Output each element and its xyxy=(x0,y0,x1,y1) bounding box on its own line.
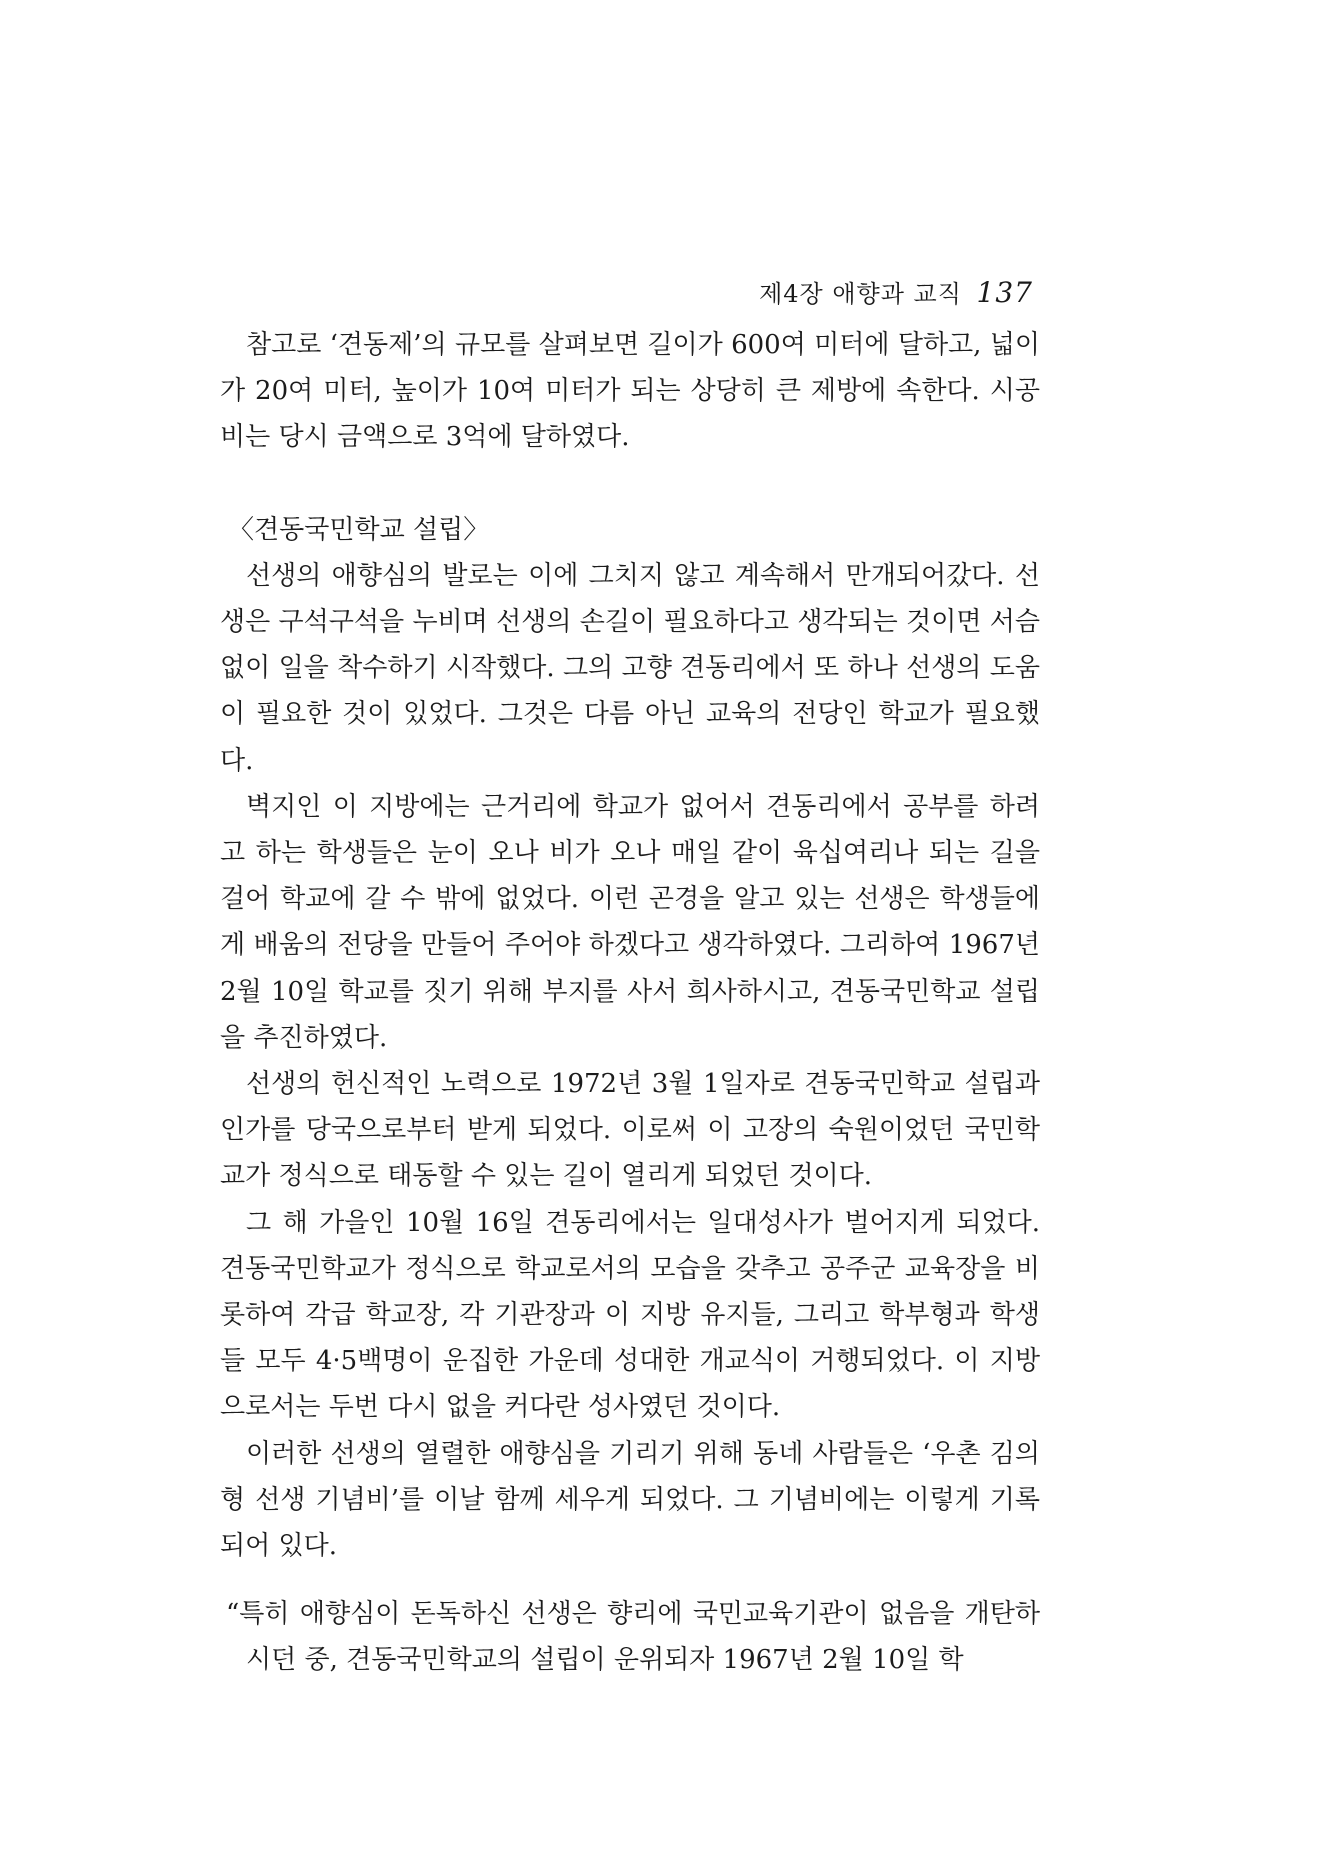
paragraph-memorial-stone: 이러한 선생의 열렬한 애향심을 기리기 위해 동네 사람들은 ‘우촌 김의형 선생 기념비’를 이날 함께 세우게 되었다. 그 기념비에는 이렇게 기록되어 있다. xyxy=(220,1438,1040,1562)
paragraph-school-approval: 선생의 헌신적인 노력으로 1972년 3월 1일자로 견동국민학교 설립과 인가를 당국으로부터 받게 되었다. 이로써 이 고장의 숙원이었던 국민학교가 정식으로 태동할 수 있는 길이 열리게 되었던 것이다. xyxy=(220,1069,1040,1192)
paragraph-dike-scale: 참고로 ‘견동제’의 규모를 살펴보면 길이가 600여 미터에 달하고, 넓이가 20여 미터, 높이가 10여 미터가 되는 상당히 큰 제방에 속한다. 시공비는 당시 금액으로 3억에 달하였다. xyxy=(220,330,1040,453)
paragraph-remote-region: 벽지인 이 지방에는 근거리에 학교가 없어서 견동리에서 공부를 하려고 하는 학생들은 눈이 오나 비가 오나 매일 같이 육십여리나 되는 길을 걸어 학교에 갈 수 밖에 없었다. 이런 곤경을 알고 있는 선생은 학생들에게 배움의 전당을 만들어 주어야 하겠다고 생각하였다. 그리하여 1967년 2월 10일 학교를 짓기 위해 부지를 사서 희사하시고, 견동국민학교 설립을 추진하였다. xyxy=(220,791,1040,1053)
page-number: 137 xyxy=(976,276,1033,309)
body-text xyxy=(220,322,1040,1684)
chapter-title: 제4장 애향과 교직 xyxy=(759,280,962,308)
running-header xyxy=(759,274,1033,309)
section-heading: 〈견동국민학교 설립〉 xyxy=(228,514,490,545)
paragraph-opening-ceremony: 그 해 가을인 10월 16일 견동리에서는 일대성사가 벌어지게 되었다. 견동국민학교가 정식으로 학교로서의 모습을 갖추고 공주군 교육장을 비롯하여 각급 학교장, 각 기관장과 이 지방 유지들, 그리고 학부형과 학생들 모두 4·5백명이 운집한 가운데 성대한 개교식이 거행되었다. 이 지방으로서는 두번 다시 없을 커다란 성사였던 것이다. xyxy=(220,1207,1040,1423)
memorial-inscription-quote: “특히 애향심이 돈독하신 선생은 향리에 국민교육기관이 없음을 개탄하시던 중, 견동국민학교의 설립이 운위되자 1967년 2월 10일 학 xyxy=(226,1599,1040,1676)
paragraph-patriotism: 선생의 애향심의 발로는 이에 그치지 않고 계속해서 만개되어갔다. 선생은 구석구석을 누비며 선생의 손길이 필요하다고 생각되는 것이면 서슴없이 일을 착수하기 시작했다. 그의 고향 견동리에서 또 하나 선생의 도움이 필요한 것이 있었다. 그것은 다름 아닌 교육의 전당인 학교가 필요했다. xyxy=(220,560,1040,776)
